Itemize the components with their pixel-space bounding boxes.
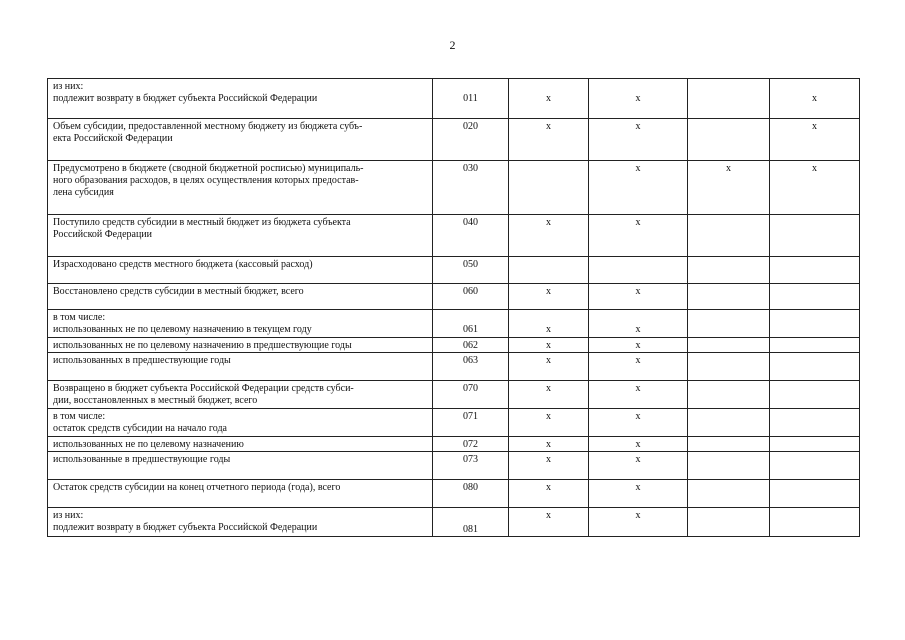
value-cell-col1: x <box>509 338 589 353</box>
table-row <box>48 257 860 284</box>
description-line: использованных не по целевому назначению в текущем году <box>53 324 312 335</box>
row-code: 062 <box>433 338 509 353</box>
value-cell-col4 <box>770 508 860 537</box>
value-cell-col3 <box>688 508 770 537</box>
value-cell-col2: x <box>589 480 688 508</box>
row-description <box>48 409 433 437</box>
row-code: 063 <box>433 353 509 381</box>
table-row <box>48 452 860 480</box>
description-line: использованных в предшествующие годы <box>53 355 231 366</box>
row-code: 061 <box>433 310 509 338</box>
description-line: ного образования расходов, в целях осуществления которых предостав- <box>53 175 359 186</box>
value-cell-col4: x <box>770 161 860 215</box>
value-cell-col3 <box>688 284 770 310</box>
table-row <box>48 79 860 119</box>
row-code: 060 <box>433 284 509 310</box>
row-code: 040 <box>433 215 509 257</box>
value-cell-col2: x <box>589 215 688 257</box>
description-line: использованных не по целевому назначению <box>53 439 244 450</box>
row-description <box>48 215 433 257</box>
row-description <box>48 437 433 452</box>
value-cell-col1: x <box>509 409 589 437</box>
row-code: 011 <box>433 79 509 119</box>
description-line: использованных не по целевому назначению в предшествующие годы <box>53 340 352 351</box>
value-cell-col1: x <box>509 310 589 338</box>
value-cell-col4: x <box>770 79 860 119</box>
value-cell-col2: x <box>589 437 688 452</box>
description-line: из них: <box>53 510 84 521</box>
table-row <box>48 409 860 437</box>
description-line: из них: <box>53 81 84 92</box>
value-cell-col4 <box>770 452 860 480</box>
report-table <box>47 78 860 537</box>
description-line: Поступило средств субсидии в местный бюджет из бюджета субъекта <box>53 217 351 228</box>
table-row <box>48 508 860 537</box>
table-row <box>48 353 860 381</box>
value-cell-col4 <box>770 310 860 338</box>
page-number: 2 <box>449 38 456 52</box>
value-cell-col4: x <box>770 119 860 161</box>
description-line: Предусмотрено в бюджете (сводной бюджетной росписью) муниципаль- <box>53 163 364 174</box>
value-cell-col2: x <box>589 310 688 338</box>
value-cell-col3 <box>688 409 770 437</box>
value-cell-col4 <box>770 215 860 257</box>
row-description <box>48 353 433 381</box>
value-cell-col4 <box>770 437 860 452</box>
value-cell-col2: x <box>589 508 688 537</box>
value-cell-col2: x <box>589 119 688 161</box>
value-cell-col2: x <box>589 381 688 409</box>
description-line: Восстановлено средств субсидии в местный бюджет, всего <box>53 286 304 297</box>
value-cell-col4 <box>770 284 860 310</box>
table-row <box>48 161 860 215</box>
value-cell-col4 <box>770 480 860 508</box>
row-code: 071 <box>433 409 509 437</box>
description-line: остаток средств субсидии на начало года <box>53 423 227 434</box>
table-row <box>48 215 860 257</box>
description-line: Израсходовано средств местного бюджета (кассовый расход) <box>53 259 313 270</box>
row-description <box>48 257 433 284</box>
value-cell-col4 <box>770 353 860 381</box>
value-cell-col2: x <box>589 452 688 480</box>
description-line: екта Российской Федерации <box>53 133 173 144</box>
value-cell-col1 <box>509 161 589 215</box>
value-cell-col3 <box>688 119 770 161</box>
value-cell-col1 <box>509 257 589 284</box>
row-description <box>48 119 433 161</box>
value-cell-col2 <box>589 257 688 284</box>
value-cell-col1: x <box>509 452 589 480</box>
value-cell-col2: x <box>589 284 688 310</box>
value-cell-col3: x <box>688 161 770 215</box>
description-line: Российской Федерации <box>53 229 153 240</box>
value-cell-col2: x <box>589 409 688 437</box>
value-cell-col1: x <box>509 79 589 119</box>
value-cell-col3 <box>688 257 770 284</box>
value-cell-col2: x <box>589 79 688 119</box>
row-code: 050 <box>433 257 509 284</box>
value-cell-col3 <box>688 480 770 508</box>
description-line: лена субсидия <box>53 187 114 198</box>
row-description <box>48 161 433 215</box>
row-description <box>48 452 433 480</box>
row-code: 070 <box>433 381 509 409</box>
value-cell-col3 <box>688 353 770 381</box>
table-row <box>48 437 860 452</box>
value-cell-col1: x <box>509 480 589 508</box>
value-cell-col4 <box>770 409 860 437</box>
value-cell-col4 <box>770 381 860 409</box>
value-cell-col3 <box>688 310 770 338</box>
table-row <box>48 480 860 508</box>
row-description <box>48 381 433 409</box>
row-code: 030 <box>433 161 509 215</box>
value-cell-col3 <box>688 79 770 119</box>
table-row <box>48 284 860 310</box>
value-cell-col3 <box>688 338 770 353</box>
description-line: подлежит возврату в бюджет субъекта Российской Федерации <box>53 522 318 533</box>
value-cell-col1: x <box>509 508 589 537</box>
row-description <box>48 480 433 508</box>
value-cell-col3 <box>688 437 770 452</box>
table-row <box>48 381 860 409</box>
table-row <box>48 338 860 353</box>
description-line: дии, восстановленных в местный бюджет, всего <box>53 395 258 406</box>
row-description <box>48 338 433 353</box>
row-code: 020 <box>433 119 509 161</box>
row-description <box>48 310 433 338</box>
row-code: 073 <box>433 452 509 480</box>
value-cell-col3 <box>688 381 770 409</box>
row-code: 072 <box>433 437 509 452</box>
row-description <box>48 284 433 310</box>
value-cell-col4 <box>770 338 860 353</box>
value-cell-col1: x <box>509 353 589 381</box>
value-cell-col1: x <box>509 381 589 409</box>
description-line: в том числе: <box>53 312 106 323</box>
value-cell-col3 <box>688 215 770 257</box>
description-line: использованные в предшествующие годы <box>53 454 231 465</box>
description-line: подлежит возврату в бюджет субъекта Российской Федерации <box>53 93 318 104</box>
description-line: в том числе: <box>53 411 106 422</box>
value-cell-col3 <box>688 452 770 480</box>
value-cell-col1: x <box>509 119 589 161</box>
row-code: 080 <box>433 480 509 508</box>
value-cell-col1: x <box>509 437 589 452</box>
description-line: Остаток средств субсидии на конец отчетного периода (года), всего <box>53 482 341 493</box>
table-row <box>48 310 860 338</box>
description-line: Объем субсидии, предоставленной местному бюджету из бюджета субъ- <box>53 121 363 132</box>
row-description <box>48 79 433 119</box>
description-line: Возвращено в бюджет субъекта Российской Федерации средств субси- <box>53 383 354 394</box>
value-cell-col2: x <box>589 353 688 381</box>
row-description <box>48 508 433 537</box>
value-cell-col1: x <box>509 215 589 257</box>
value-cell-col1: x <box>509 284 589 310</box>
value-cell-col2: x <box>589 161 688 215</box>
row-code: 081 <box>433 508 509 537</box>
value-cell-col2: x <box>589 338 688 353</box>
report-table-body <box>48 79 860 537</box>
table-row <box>48 119 860 161</box>
value-cell-col4 <box>770 257 860 284</box>
